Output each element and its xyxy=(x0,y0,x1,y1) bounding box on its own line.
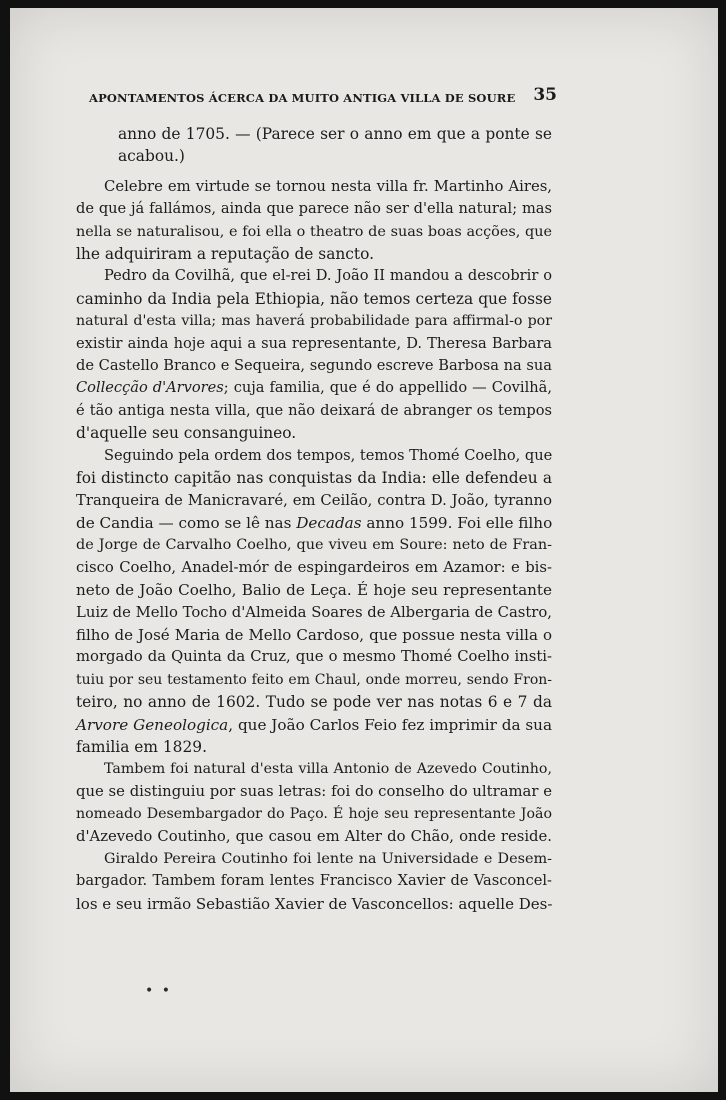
text-line: morgado da Quinta da Cruz, que o mesmo Thomé Coelho insti- xyxy=(76,648,552,666)
text-line: de Castello Branco e Sequeira, segundo escreve Barbosa na sua xyxy=(76,357,552,375)
text-line: de que já fallámos, ainda que parece não ser d'ella natural; mas xyxy=(76,200,552,218)
text-line: de Candia — como se lê nas Decadas anno 1599. Foi elle filho xyxy=(76,513,553,532)
text-line: Seguindo pela ordem dos tempos, temos Thomé Coelho, que xyxy=(104,446,553,464)
text-line: Tambem foi natural d'esta villa Antonio de Azevedo Coutinho, xyxy=(104,761,552,778)
text-line: tuiu por seu testamento feito em Chaul, onde morreu, sendo Fron- xyxy=(76,671,552,688)
text-line: nella se naturalisou, e foi ella o theatro de suas boas acções, que xyxy=(76,223,552,240)
text-line: Celebre em virtude se tornou nesta villa fr. Martinho Aires, xyxy=(104,177,552,195)
text-line: nomeado Desembargador do Paço. É hoje seu representante João xyxy=(76,806,552,823)
running-title: APONTAMENTOS ÁCERCA DA MUITO ANTIGA VILLA DE SOURE xyxy=(89,91,516,105)
text-line: existir ainda hoje aqui a sua representante, D. Theresa Barbara xyxy=(76,334,552,352)
work-title: Decadas xyxy=(296,513,362,532)
text-line: foi distincto capitão nas conquistas da India: elle defendeu a xyxy=(76,469,552,488)
text-line: caminho da India pela Ethiopia, não temos certeza que fosse xyxy=(76,289,552,308)
paragraph xyxy=(76,123,552,168)
work-title: Collecção d'Arvores xyxy=(76,379,224,397)
text-line: filho de José Maria de Mello Cardoso, que possue nesta villa o xyxy=(76,625,552,644)
text-line: cisco Coelho, Anadel-mór de espingardeiros em Azamor: e bis- xyxy=(76,558,552,576)
text-line: Luiz de Mello Tocho d'Almeida Soares de Albergaria de Castro, xyxy=(76,603,552,621)
text-line: Pedro da Covilhã, que el-rei D. João II mandou a descobrir o xyxy=(104,267,552,285)
text-line: lhe adquiriram a reputação de sancto. xyxy=(76,245,374,264)
text-line: Collecção d'Arvores; cuja familia, que é do appellido — Covilhã, xyxy=(76,379,552,397)
text-line: bargador. Tambem foram lentes Francisco Xavier de Vasconcel- xyxy=(76,872,552,890)
text-line: d'aquelle seu consanguineo. xyxy=(76,424,297,443)
text-line: neto de João Coelho, Balio de Leça. É hoje seu representante xyxy=(76,581,552,600)
text-line: de Jorge de Carvalho Coelho, que viveu em Soure: neto de Fran- xyxy=(76,537,552,554)
text-line: que se distinguiu por suas letras: foi do conselho do ultramar e xyxy=(76,782,552,800)
printer-mark: • • xyxy=(145,983,172,999)
text-line: familia em 1829. xyxy=(76,737,207,756)
text-line: acabou.) xyxy=(118,147,185,166)
paragraph xyxy=(76,758,552,848)
text-line: natural d'esta villa; mas haverá probabilidade para affirmal-o por xyxy=(76,313,552,330)
paragraph xyxy=(76,445,552,759)
page-number: 35 xyxy=(533,85,557,105)
text-line: é tão antiga nesta villa, que não deixará de abranger os tempos xyxy=(76,401,552,419)
paragraph xyxy=(76,265,552,444)
text-line: Arvore Geneologica, que João Carlos Feio fez imprimir da sua xyxy=(76,715,553,734)
text-line: teiro, no anno de 1602. Tudo se pode ver nas notas 6 e 7 da xyxy=(76,693,552,712)
page-body xyxy=(76,123,552,915)
book-page xyxy=(10,8,718,1092)
paragraph xyxy=(76,848,552,915)
text-line: d'Azevedo Coutinho, que casou em Alter do Chão, onde reside. xyxy=(76,827,552,845)
text-line: Tranqueira de Manicravaré, em Ceilão, contra D. João, tyranno xyxy=(76,491,552,509)
work-title: Arvore Geneologica xyxy=(76,715,229,734)
paragraph xyxy=(76,176,552,266)
text-line: anno de 1705. — (Parece ser o anno em que a ponte se xyxy=(118,125,552,143)
text-line: Giraldo Pereira Coutinho foi lente na Universidade e Desem- xyxy=(104,851,552,867)
text-line: los e seu irmão Sebastião Xavier de Vasconcellos: aquelle Des- xyxy=(76,894,553,913)
